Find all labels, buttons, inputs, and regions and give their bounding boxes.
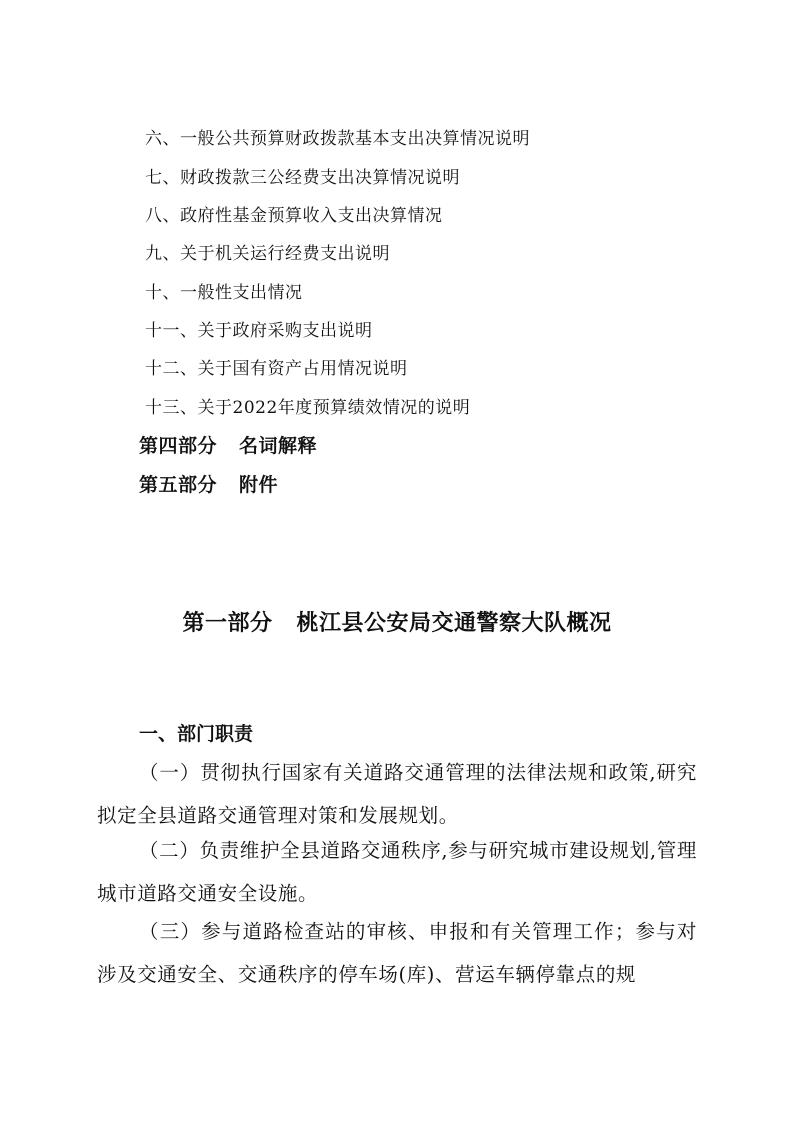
- toc-item: 九、关于机关运行经费支出说明: [145, 244, 390, 264]
- section-heading: [0, 609, 794, 637]
- toc-item: 十二、关于国有资产占用情况说明: [145, 359, 408, 379]
- toc-part-heading: [139, 434, 317, 458]
- body-paragraph: （二）负责维护全县道路交通秩序,参与研究城市建设规划,管理城市道路交通安全设施。: [97, 839, 697, 905]
- body-paragraph: （三）参与道路检查站的审核、申报和有关管理工作；参与对涉及交通安全、交通秩序的停车场(库)、营运车辆停靠点的规: [97, 920, 697, 986]
- toc-part-label: 第四部分: [139, 435, 218, 457]
- toc-item: 七、财政拨款三公经费支出决算情况说明: [145, 168, 460, 188]
- toc-item: 十、一般性支出情况: [145, 283, 303, 303]
- section-title: 桃江县公安局交通警察大队概况: [296, 610, 612, 636]
- subsection-heading: 一、部门职责: [139, 723, 254, 745]
- body-paragraph: （一）贯彻执行国家有关道路交通管理的法律法规和政策,研究拟定全县道路交通管理对策和发展规划。: [97, 761, 697, 827]
- toc-item: 十一、关于政府采购支出说明: [145, 321, 373, 341]
- toc-part-title: 名词解释: [239, 435, 318, 457]
- toc-item: 六、一般公共预算财政拨款基本支出决算情况说明: [145, 129, 530, 149]
- toc-part-title: 附件: [239, 474, 279, 496]
- toc-item: 八、政府性基金预算收入支出决算情况: [145, 206, 443, 226]
- toc-item: 十三、关于2022年度预算绩效情况的说明: [145, 398, 471, 418]
- section-label: 第一部分: [182, 610, 273, 636]
- toc-part-heading: [139, 473, 278, 497]
- toc-part-label: 第五部分: [139, 474, 218, 496]
